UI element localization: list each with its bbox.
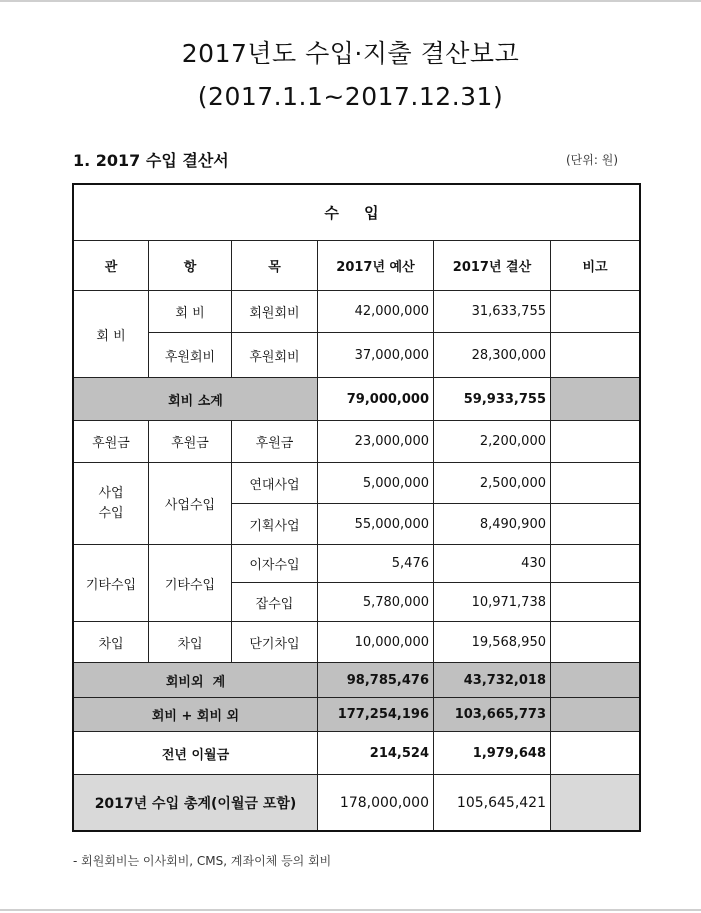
non-member-total-actual: 43,732,018 [434,663,551,698]
table-header-row [74,241,640,291]
non-member-total-label: 회비외 계 [74,663,318,698]
subtotal-label: 회비 소계 [74,378,318,421]
grand-total-label: 2017년 수입 총계(이월금 포함) [74,775,318,831]
footnote: - 회원회비는 이사회비, CMS, 계좌이체 등의 회비 [73,854,332,868]
cell-mok: 회원회비 [232,291,318,333]
cell-mok: 후원회비 [232,333,318,378]
cell-budget: 23,000,000 [318,421,434,463]
cell-gwan-membership: 회 비 [74,291,149,378]
member-plus-non-row [74,698,640,732]
member-plus-non-actual: 103,665,773 [434,698,551,732]
grand-total-actual: 105,645,421 [434,775,551,831]
grand-total-budget: 178,000,000 [318,775,434,831]
document-period: (2017.1.1~2017.12.31) [197,82,504,111]
member-plus-non-note [551,698,640,732]
grand-total-row [74,775,640,831]
cell-mok: 잡수입 [232,583,318,622]
cell-note [551,504,640,545]
cell-actual: 10,971,738 [434,583,551,622]
cell-actual: 8,490,900 [434,504,551,545]
subtotal-row [74,378,640,421]
cell-hang: 후원금 [149,421,232,463]
non-member-total-row [74,663,640,698]
cell-mok: 단기차입 [232,622,318,663]
cell-hang: 회 비 [149,291,232,333]
cell-hang: 사업수입 [149,463,232,545]
cell-budget: 5,476 [318,545,434,583]
carryover-budget: 214,524 [318,732,434,775]
cell-note [551,333,640,378]
table-row [74,333,640,378]
grand-total-note [551,775,640,831]
cell-budget: 5,780,000 [318,583,434,622]
carryover-note [551,732,640,775]
cell-actual: 28,300,000 [434,333,551,378]
subtotal-note [551,378,640,421]
header-budget: 2017년 예산 [318,241,434,291]
table-row [74,421,640,463]
subtotal-budget: 79,000,000 [318,378,434,421]
document-title: 2017년도 수입·지출 결산보고 [181,39,520,68]
bottom-rule [0,909,701,911]
carryover-actual: 1,979,648 [434,732,551,775]
income-settlement-table [73,184,640,831]
top-rule [0,0,701,2]
table-row [74,545,640,583]
cell-gwan-other: 기타수입 [74,545,149,622]
cell-gwan: 차입 [74,622,149,663]
cell-mok: 이자수입 [232,545,318,583]
cell-gwan: 후원금 [74,421,149,463]
cell-actual: 19,568,950 [434,622,551,663]
table-banner-row [74,185,640,241]
cell-note [551,545,640,583]
cell-note [551,291,640,333]
cell-gwan-business: 사업 수입 [74,463,149,545]
cell-actual: 430 [434,545,551,583]
cell-note [551,583,640,622]
cell-actual: 31,633,755 [434,291,551,333]
carryover-row [74,732,640,775]
non-member-total-note [551,663,640,698]
non-member-total-budget: 98,785,476 [318,663,434,698]
cell-hang: 차입 [149,622,232,663]
subtotal-actual: 59,933,755 [434,378,551,421]
unit-note: (단위: 원) [566,153,618,167]
cell-hang: 후원회비 [149,333,232,378]
cell-actual: 2,200,000 [434,421,551,463]
table-row [74,622,640,663]
header-note: 비고 [551,241,640,291]
header-actual: 2017년 결산 [434,241,551,291]
cell-mok: 기획사업 [232,504,318,545]
cell-budget: 10,000,000 [318,622,434,663]
cell-hang: 기타수입 [149,545,232,622]
cell-note [551,463,640,504]
cell-budget: 5,000,000 [318,463,434,504]
cell-budget: 42,000,000 [318,291,434,333]
cell-budget: 37,000,000 [318,333,434,378]
header-mok: 목 [232,241,318,291]
table-banner: 수 입 [74,185,640,241]
cell-mok: 연대사업 [232,463,318,504]
cell-mok: 후원금 [232,421,318,463]
cell-actual: 2,500,000 [434,463,551,504]
header-hang: 항 [149,241,232,291]
cell-note [551,421,640,463]
carryover-label: 전년 이월금 [74,732,318,775]
member-plus-non-budget: 177,254,196 [318,698,434,732]
header-gwan: 관 [74,241,149,291]
cell-budget: 55,000,000 [318,504,434,545]
cell-note [551,622,640,663]
table-row [74,291,640,333]
member-plus-non-label: 회비 + 회비 외 [74,698,318,732]
section-title: 1. 2017 수입 결산서 [73,151,229,170]
table-row [74,463,640,504]
